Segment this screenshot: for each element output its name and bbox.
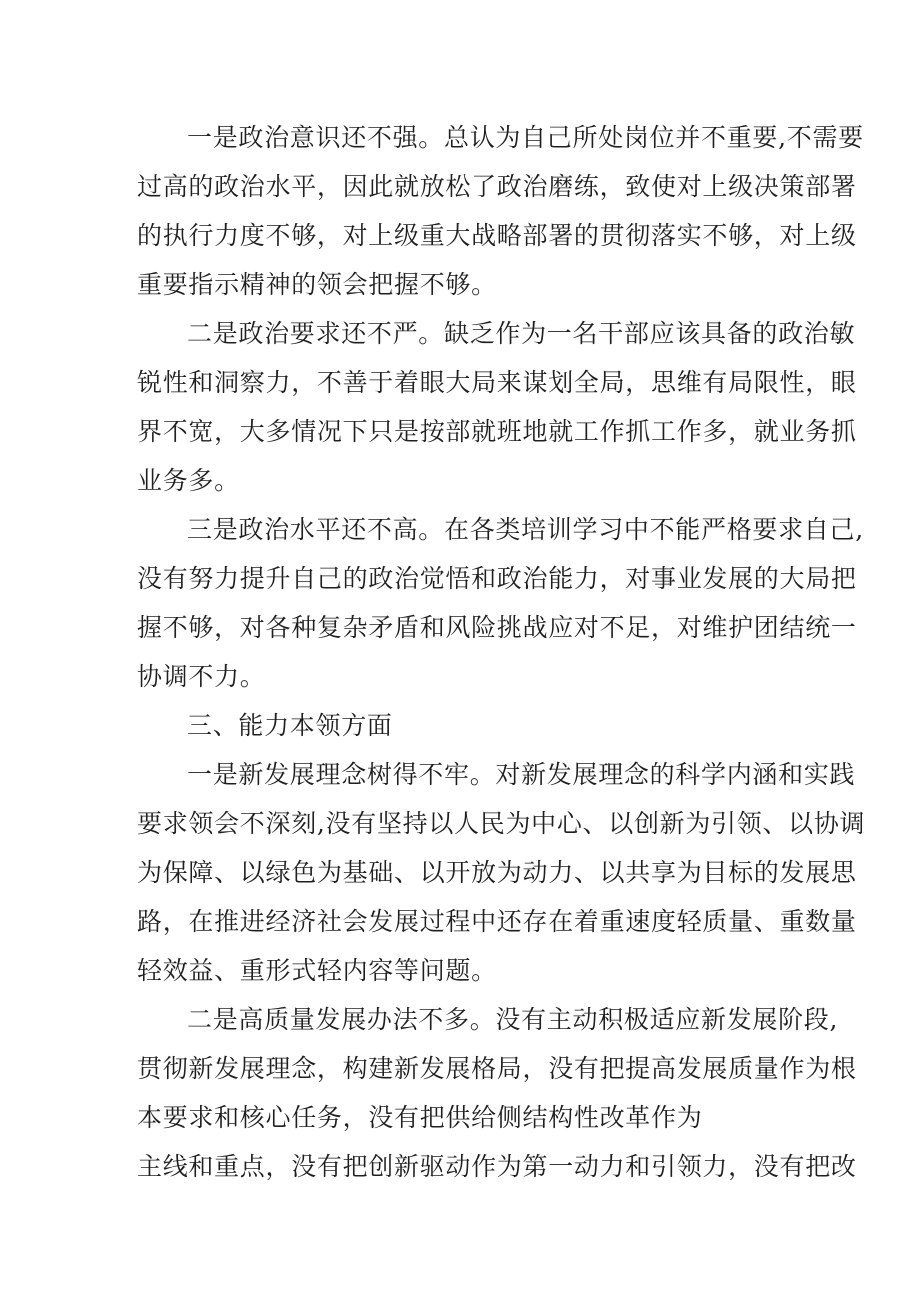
text-line: 轻效益、重形式轻内容等问题。 [137,956,497,985]
text-line: 主线和重点，没有把创新驱动作为第一动力和引领力，没有把改 [137,1152,857,1181]
text-line: 的执行力度不够，对上级重大战略部署的贯彻落实不够，对上级 [137,221,857,250]
text-line: 要求领会不深刻,没有坚持以人民为中心、以创新为引领、以协调 [137,809,866,838]
text-line: 协调不力。 [137,662,266,691]
text-line: 一是政治意识还不强。总认为自己所处岗位并不重要,不需要 [187,123,864,152]
text-line: 路，在推进经济社会发展过程中还存在着重速度轻质量、重数量 [137,907,857,936]
text-line: 没有努力提升自己的政治觉悟和政治能力，对事业发展的大局把 [137,564,857,593]
text-line: 贯彻新发展理念，构建新发展格局，没有把提高发展质量作为根 [137,1054,857,1083]
text-line: 锐性和洞察力，不善于着眼大局来谋划全局，思维有局限性，眼 [137,368,857,397]
text-line: 握不够，对各种复杂矛盾和风险挑战应对不足，对维护团结统一 [137,613,857,642]
text-line: 二是政治要求还不严。缺乏作为一名干部应该具备的政治敏 [187,319,856,348]
text-line: 本要求和核心任务，没有把供给侧结构性改革作为 [137,1103,703,1132]
text-line: 一是新发展理念树得不牢。对新发展理念的科学内涵和实践 [187,760,856,789]
text-line: 业务多。 [137,466,240,495]
text-line: 重要指示精神的领会把握不够。 [137,270,497,299]
text-line: 二是高质量发展办法不多。没有主动积极适应新发展阶段, [187,1005,839,1034]
text-line: 界不宽，大多情况下只是按部就班地就工作抓工作多，就业务抓 [137,417,857,446]
text-line: 过高的政治水平，因此就放松了政治磨练，致使对上级决策部署 [137,172,857,201]
text-line: 为保障、以绿色为基础、以开放为动力、以共享为目标的发展思 [137,858,857,887]
section-heading: 三、能力本领方面 [187,711,393,740]
text-line: 三是政治水平还不高。在各类培训学习中不能严格要求自己, [187,515,864,544]
